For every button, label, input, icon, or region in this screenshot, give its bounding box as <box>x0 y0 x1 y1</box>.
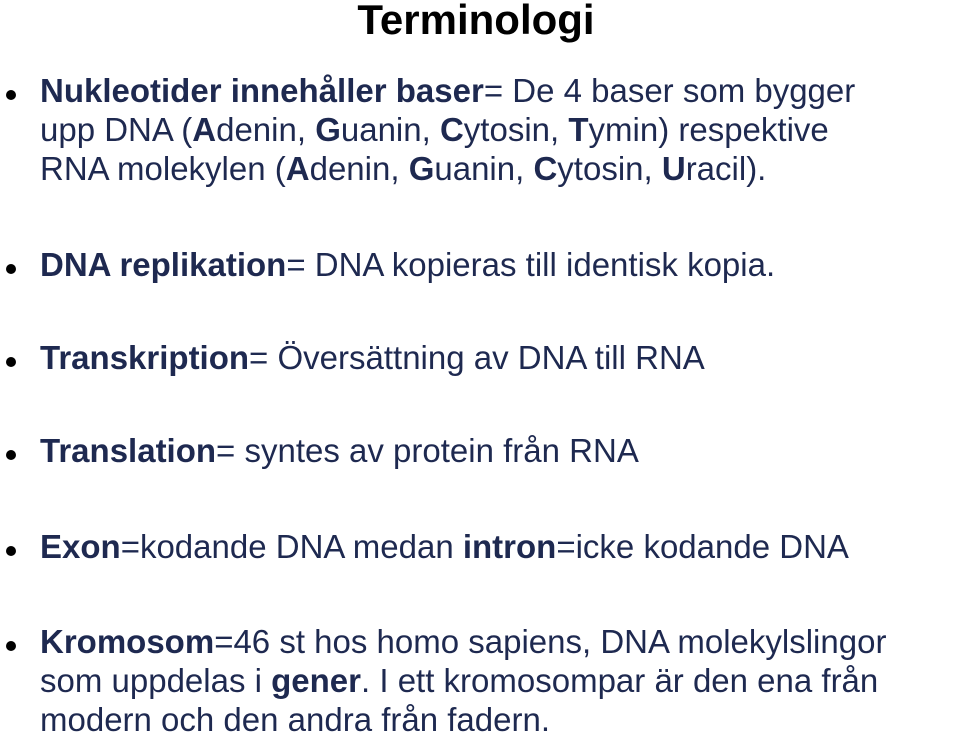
bold-term: gener <box>271 662 362 699</box>
bullet-text <box>40 338 956 377</box>
bold-term: Kromosom <box>40 623 215 660</box>
bold-term: Exon <box>40 528 121 565</box>
text-run: = DNA kopieras till identisk kopia. <box>286 246 776 283</box>
bullet-line <box>40 431 956 470</box>
bold-term: A <box>192 111 217 148</box>
text-run: uanin, <box>340 111 440 148</box>
bold-term: Nukleotider innehåller baser <box>40 72 484 109</box>
text-run: modern och den andra från fadern. <box>40 701 551 738</box>
bullet-line <box>40 110 956 149</box>
bold-term: C <box>439 111 464 148</box>
bullet-text <box>40 71 956 188</box>
text-run: =kodande DNA medan <box>120 528 463 565</box>
bullet-text <box>40 245 956 284</box>
bold-term: DNA replikation <box>40 246 287 283</box>
bullet-point <box>6 90 16 100</box>
bullet-line <box>40 700 956 739</box>
text-run: ytosin, <box>557 150 662 187</box>
bold-term: T <box>568 111 589 148</box>
bold-term: C <box>533 150 558 187</box>
bullet-point <box>6 450 16 460</box>
text-run: =46 st hos homo sapiens, DNA molekylslingor <box>214 623 887 660</box>
bullet-text <box>40 431 956 470</box>
bold-term: intron <box>462 528 557 565</box>
bold-term: Translation <box>40 432 217 469</box>
bullet-line <box>40 622 956 661</box>
bullet-line <box>40 245 956 284</box>
bold-term: A <box>285 150 310 187</box>
text-run: RNA molekylen ( <box>40 150 286 187</box>
bold-term: G <box>315 111 341 148</box>
text-run: upp DNA ( <box>40 111 193 148</box>
text-run: =icke kodande DNA <box>556 528 849 565</box>
bullet-text <box>40 622 956 739</box>
slide-title: Terminologi <box>357 0 595 43</box>
bullet-line <box>40 527 956 566</box>
text-run: racil). <box>685 150 767 187</box>
text-run: = De 4 baser som bygger <box>483 72 856 109</box>
bullet-text <box>40 527 956 566</box>
text-run: denin, <box>216 111 316 148</box>
bullet-point <box>6 641 16 651</box>
text-run: som uppdelas i <box>40 662 272 699</box>
text-run: denin, <box>309 150 409 187</box>
text-run: = Översättning av DNA till RNA <box>249 339 705 376</box>
bullet-point <box>6 357 16 367</box>
bullet-line <box>40 661 956 700</box>
bullet-line <box>40 149 956 188</box>
bullet-point <box>6 264 16 274</box>
text-run: . I ett kromosompar är den ena från <box>361 662 879 699</box>
bold-term: U <box>661 150 686 187</box>
bold-term: Transkription <box>40 339 250 376</box>
text-run: uanin, <box>434 150 534 187</box>
bullet-line <box>40 338 956 377</box>
text-run: ymin) respektive <box>588 111 829 148</box>
bullet-line <box>40 71 956 110</box>
bullet-point <box>6 546 16 556</box>
text-run: ytosin, <box>463 111 569 148</box>
text-run: = syntes av protein från RNA <box>216 432 639 469</box>
bold-term: G <box>408 150 435 187</box>
